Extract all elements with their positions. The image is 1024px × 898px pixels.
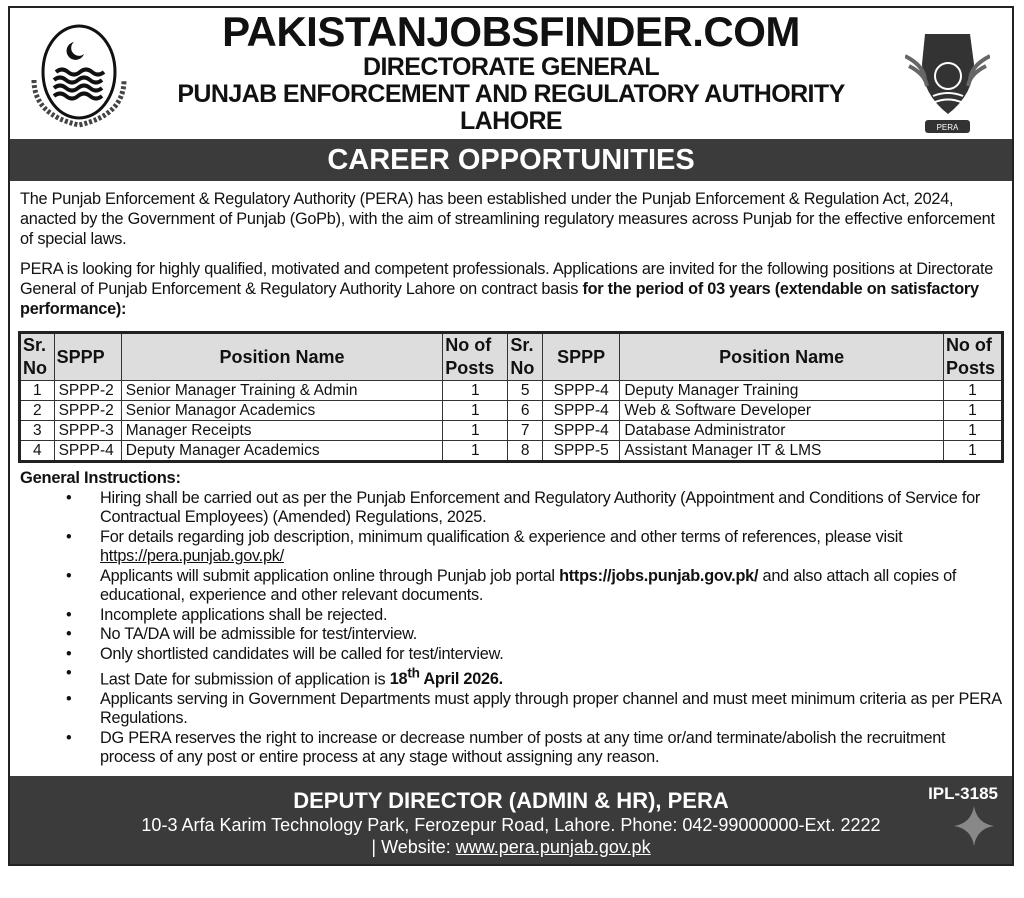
- last-date: [389, 666, 503, 689]
- cell-sppp: SPPP-5: [543, 441, 620, 462]
- instruction-item: [100, 664, 1002, 690]
- header-sppp: SPPP: [543, 333, 620, 381]
- cell-name: Deputy Manager Academics: [121, 441, 443, 462]
- cell-posts: 1: [943, 441, 1002, 462]
- footer-website-line: [10, 836, 1012, 858]
- cell-name: Web & Software Developer: [620, 401, 944, 421]
- cell-sppp: SPPP-4: [54, 441, 121, 462]
- instruction-item: • Incomplete applications shall be rejected.: [100, 606, 1002, 626]
- advertisement: [8, 6, 1014, 866]
- instruction-item: [100, 528, 1002, 567]
- cell-posts: 1: [443, 421, 508, 441]
- footer-title: DEPUTY DIRECTOR (ADMIN & HR), PERA: [293, 787, 729, 813]
- instruction-text: Applicants will submit application online through Punjab job portal: [100, 566, 560, 585]
- table-row: [20, 381, 1003, 401]
- ipl-number: IPL-3185: [928, 783, 998, 803]
- header-sppp: SPPP: [54, 333, 121, 381]
- directorate-title: DIRECTORATE GENERAL: [362, 53, 660, 81]
- instructions-title: General Instructions:: [20, 469, 181, 487]
- cell-posts: 1: [443, 441, 508, 462]
- cell-sr: 3: [20, 421, 55, 441]
- instruction-text: For details regarding job description, minimum qualification & experience and other terms of references, please visit: [100, 527, 903, 546]
- header: [10, 8, 1012, 139]
- cell-sppp: SPPP-2: [54, 401, 121, 421]
- website-link[interactable]: www.pera.punjab.gov.pk: [455, 836, 651, 857]
- intro: [10, 181, 1012, 329]
- cell-sr: 2: [20, 401, 55, 421]
- footer: [10, 776, 1012, 864]
- instruction-text: Last Date for submission of application is: [100, 670, 390, 689]
- instruction-item: [100, 567, 1002, 606]
- table-row: [20, 441, 1003, 462]
- cell-sppp: SPPP-3: [54, 421, 121, 441]
- cell-posts: 1: [443, 401, 508, 421]
- cell-name: Database Administrator: [620, 421, 944, 441]
- cell-name: Deputy Manager Training: [620, 381, 944, 401]
- intro-text: PERA is looking for highly qualified, motivated and competent professionals. Applications are invited for the following positions at Directorate General of Punjab Enforcement & Regulatory Authority Lahore on contract basis: [20, 260, 994, 298]
- instruction-item: • Hiring shall be carried out as per the Punjab Enforcement and Regulatory Authority (Appointment and Conditions of Service for Contractual Employees) (Amended) Regulations, 2025.: [100, 489, 1002, 528]
- city-title: LAHORE: [460, 107, 562, 135]
- instruction-item: • No TA/DA will be admissible for test/interview.: [100, 625, 1002, 645]
- pera-logo-text: PERA: [936, 123, 959, 132]
- last-date-day: 18: [389, 670, 408, 689]
- header-posts: No of Posts: [943, 333, 1002, 381]
- pera-link[interactable]: https://pera.punjab.gov.pk/: [100, 547, 284, 565]
- header-position: Position Name: [620, 333, 944, 381]
- cell-posts: 1: [943, 381, 1002, 401]
- cell-sr: 6: [508, 401, 543, 421]
- last-date-suffix: th: [407, 666, 420, 681]
- instruction-item: • Applicants serving in Government Departments must apply through proper channel and must meet minimum criteria as per PERA Regulations.: [100, 690, 1002, 729]
- cell-posts: 1: [943, 401, 1002, 421]
- pera-logo: [905, 26, 990, 136]
- cell-posts: 1: [443, 381, 508, 401]
- intro-paragraph-2: [20, 259, 1002, 319]
- cell-sppp: SPPP-4: [543, 401, 620, 421]
- cell-sppp: SPPP-2: [54, 381, 121, 401]
- website-label: | Website:: [371, 836, 456, 857]
- instruction-item: • Only shortlisted candidates will be called for test/interview.: [100, 645, 1002, 665]
- cell-sr: 7: [508, 421, 543, 441]
- general-instructions: [10, 467, 1012, 776]
- cell-name: Assistant Manager IT & LMS: [620, 441, 944, 462]
- cell-sppp: SPPP-4: [543, 381, 620, 401]
- positions-table: [18, 331, 1004, 463]
- intro-paragraph-1: The Punjab Enforcement & Regulatory Authority (PERA) has been established under the Punjab Enforcement & Regulation Act, 2024, anacted by the Government of Punjab (GoPb), with the aim of streamlining regulatory measures across Punjab for the effective enforcement of special laws.: [20, 190, 995, 248]
- jobs-portal-link[interactable]: https://jobs.punjab.gov.pk/: [559, 566, 759, 585]
- site-title: PAKISTANJOBSFINDER.COM: [222, 8, 800, 55]
- punjab-government-emblem: [24, 20, 134, 130]
- footer-address: 10-3 Arfa Karim Technology Park, Ferozepur Road, Lahore. Phone: 042-99000000-Ext. 2222: [141, 814, 881, 835]
- table-row: [20, 401, 1003, 421]
- contract-period: for the period of 03 years (extendable on satisfactory performance):: [20, 280, 979, 318]
- cell-name: Senior Manager Training & Admin: [121, 381, 443, 401]
- cell-posts: 1: [943, 421, 1002, 441]
- table-row: [20, 421, 1003, 441]
- header-sr: Sr. No: [20, 333, 55, 381]
- sparkle-icon: [954, 806, 994, 846]
- last-date-month-year: April 2026.: [419, 670, 503, 689]
- table-header: [20, 333, 1003, 381]
- cell-sr: 5: [508, 381, 543, 401]
- authority-title: PUNJAB ENFORCEMENT AND REGULATORY AUTHORITY: [177, 80, 845, 108]
- section-band: CAREER OPPORTUNITIES: [10, 139, 1012, 181]
- instruction-text: and also attach all copies of educational, experience and other relevant documents.: [100, 566, 957, 604]
- header-posts: No of Posts: [443, 333, 508, 381]
- cell-name: Senior Managor Academics: [121, 401, 443, 421]
- cell-sr: 1: [20, 381, 55, 401]
- header-position: Position Name: [121, 333, 443, 381]
- cell-sppp: SPPP-4: [543, 421, 620, 441]
- instruction-item: • DG PERA reserves the right to increase or decrease number of posts at any time or/and terminate/abolish the recruitment process of any post or entire process at any stage without assigning any reason.: [100, 729, 1002, 768]
- positions-table-wrap: [10, 329, 1012, 467]
- cell-name: Manager Receipts: [121, 421, 443, 441]
- header-sr: Sr. No: [508, 333, 543, 381]
- cell-sr: 4: [20, 441, 55, 462]
- cell-sr: 8: [508, 441, 543, 462]
